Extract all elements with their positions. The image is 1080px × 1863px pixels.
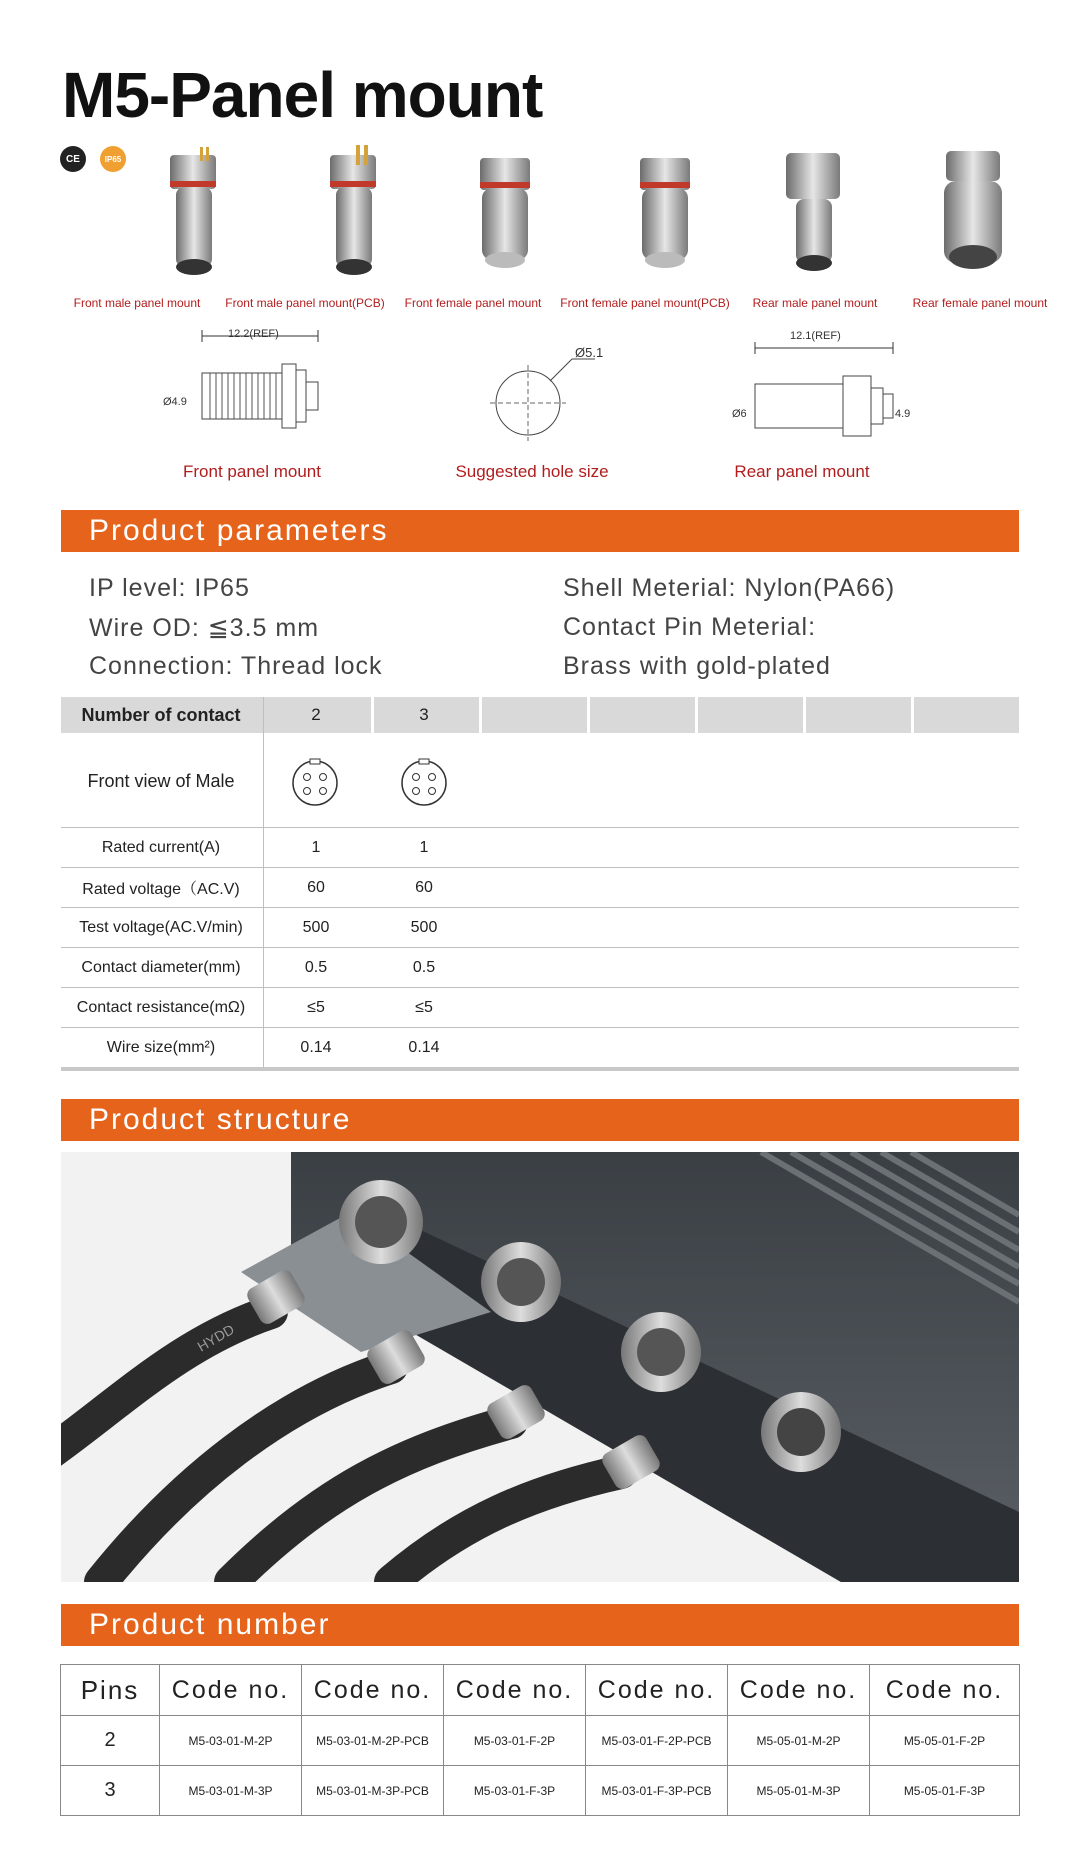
pn-header-code: Code no. <box>885 1675 1004 1704</box>
connector-rear-female-icon <box>944 151 1002 269</box>
hole-diameter-dim: Ø5.1 <box>575 345 604 360</box>
connector-rear-male-icon <box>786 153 840 271</box>
spec-head-divider-4 <box>695 697 698 733</box>
section-title: Product structure <box>89 1103 352 1136</box>
pn-header-code: Code no. <box>313 1675 432 1704</box>
param-pin-material: Contact Pin Meterial: <box>563 613 817 641</box>
brand-mark: HYDD <box>194 1320 237 1355</box>
product-label-5: Rear male panel mount <box>752 296 878 310</box>
spec-row-label: Contact diameter(mm) <box>81 958 241 976</box>
spec-row-value: 500 <box>302 918 330 936</box>
hole-size-drawing <box>480 345 600 445</box>
pn-cell-code: M5-03-01-M-2P <box>188 1733 273 1748</box>
spec-row-value: ≤5 <box>415 998 433 1016</box>
product-images <box>0 135 1080 295</box>
section-product-structure <box>61 1099 1019 1141</box>
rear-panel-drawing <box>725 330 925 450</box>
spec-row-label: Contact resistance(mΩ) <box>76 998 246 1016</box>
param-shell-material: Shell Meterial: Nylon(PA66) <box>563 574 896 602</box>
pn-cell-code: M5-03-01-F-3P <box>473 1783 556 1798</box>
spec-row-label: Rated voltage（AC.V) <box>82 881 240 898</box>
hole-size-label: Suggested hole size <box>455 462 609 481</box>
product-number-table <box>60 1664 1020 1816</box>
product-structure-image <box>61 1152 1019 1582</box>
spec-row-value: 0.14 <box>408 1038 440 1056</box>
front-diameter-dim: Ø4.9 <box>163 396 187 408</box>
pn-cell-code: M5-03-01-M-2P-PCB <box>316 1733 429 1748</box>
spec-row-value: 0.5 <box>304 958 328 976</box>
spec-head-divider-3 <box>587 697 590 733</box>
pn-header-code: Code no. <box>739 1675 858 1704</box>
connector-front-female-icon <box>480 158 530 268</box>
product-label-4: Front female panel mount(PCB) <box>560 296 730 310</box>
spec-head-divider-1 <box>371 697 374 733</box>
spec-row-value: 60 <box>415 878 433 896</box>
product-label-2: Front male panel mount(PCB) <box>225 296 385 310</box>
male-3pin-front-icon <box>399 758 449 808</box>
spec-head-divider-5 <box>803 697 806 733</box>
panel-connector-4-icon <box>761 1392 841 1472</box>
param-pin-material-2: Brass with gold-plated <box>563 652 831 680</box>
male-2pin-front-icon <box>290 758 340 808</box>
spec-col-divider <box>263 697 264 1071</box>
pn-cell-code: M5-03-01-M-3P-PCB <box>316 1783 429 1798</box>
pn-header-code: Code no. <box>455 1675 574 1704</box>
product-label-6: Rear female panel mount <box>912 296 1048 310</box>
section-title: Product number <box>89 1608 331 1641</box>
panel-connector-1-icon <box>339 1180 423 1264</box>
page-title: M5-Panel mount <box>62 59 543 131</box>
pn-cell-pins: 2 <box>104 1729 116 1751</box>
connector-front-female-pcb-icon <box>640 158 690 268</box>
section-title: Product parameters <box>89 514 389 547</box>
spec-row-value: 1 <box>419 838 429 856</box>
front-panel-label: Front panel mount <box>183 462 321 481</box>
product-label-1: Front male panel mount <box>73 296 201 310</box>
spec-row-value: 500 <box>410 918 438 936</box>
section-product-parameters <box>61 510 1019 552</box>
param-ip-level: IP level: IP65 <box>89 574 250 602</box>
spec-row-label: Rated current(A) <box>101 838 221 856</box>
param-connection: Connection: Thread lock <box>89 652 383 680</box>
spec-head-divider-2 <box>479 697 482 733</box>
connector-front-male-icon <box>170 147 216 275</box>
spec-row-value: 60 <box>307 878 325 896</box>
spec-col-3: 3 <box>419 705 429 724</box>
pn-header-pins: Pins <box>80 1674 140 1705</box>
connector-front-male-pcb-icon <box>330 145 376 275</box>
ip65-badge-icon: IP65 <box>100 146 126 172</box>
spec-table-bottom <box>61 1067 1019 1071</box>
ce-mark-icon: CE <box>60 146 86 172</box>
spec-row-value: 0.5 <box>412 958 436 976</box>
pn-cell-code: M5-03-01-F-2P <box>473 1733 556 1748</box>
pn-cell-code: M5-03-01-F-3P-PCB <box>601 1783 712 1798</box>
rear-length-dim: 12.1(REF) <box>790 330 841 342</box>
param-wire-od: Wire OD: ≦3.5 mm <box>89 614 320 642</box>
pn-header-code: Code no. <box>597 1675 716 1704</box>
rear-diameter-dim: Ø6 <box>732 408 747 420</box>
pn-header-code: Code no. <box>171 1675 290 1704</box>
spec-head-divider-6 <box>911 697 914 733</box>
spec-front-view-label: Front view of Male <box>87 770 235 791</box>
pn-cell-code: M5-03-01-M-3P <box>188 1783 273 1798</box>
pn-cell-code: M5-05-01-F-3P <box>903 1783 986 1798</box>
spec-col-2: 2 <box>311 705 321 724</box>
spec-row-value: 0.14 <box>300 1038 332 1056</box>
product-label-3: Front female panel mount <box>404 296 542 310</box>
spec-row-label: Test voltage(AC.V/min) <box>79 918 243 936</box>
pn-cell-code: M5-03-01-F-2P-PCB <box>601 1733 712 1748</box>
rear-panel-label: Rear panel mount <box>734 462 870 481</box>
rear-diameter2-dim: 4.9 <box>895 408 911 420</box>
section-product-number <box>61 1604 1019 1646</box>
pn-cell-code: M5-05-01-M-2P <box>756 1733 841 1748</box>
front-length-dim: 12.2(REF) <box>228 328 279 340</box>
pn-cell-code: M5-05-01-F-2P <box>903 1733 986 1748</box>
spec-row-label: Wire size(mm²) <box>106 1038 216 1056</box>
panel-connector-2-icon <box>481 1242 561 1322</box>
panel-connector-3-icon <box>621 1312 701 1392</box>
spec-row-value: 1 <box>311 838 321 856</box>
spec-row-value: ≤5 <box>307 998 325 1016</box>
pn-cell-code: M5-05-01-M-3P <box>756 1783 841 1798</box>
pn-cell-pins: 3 <box>104 1779 116 1801</box>
spec-header-label: Number of contact <box>81 704 241 725</box>
